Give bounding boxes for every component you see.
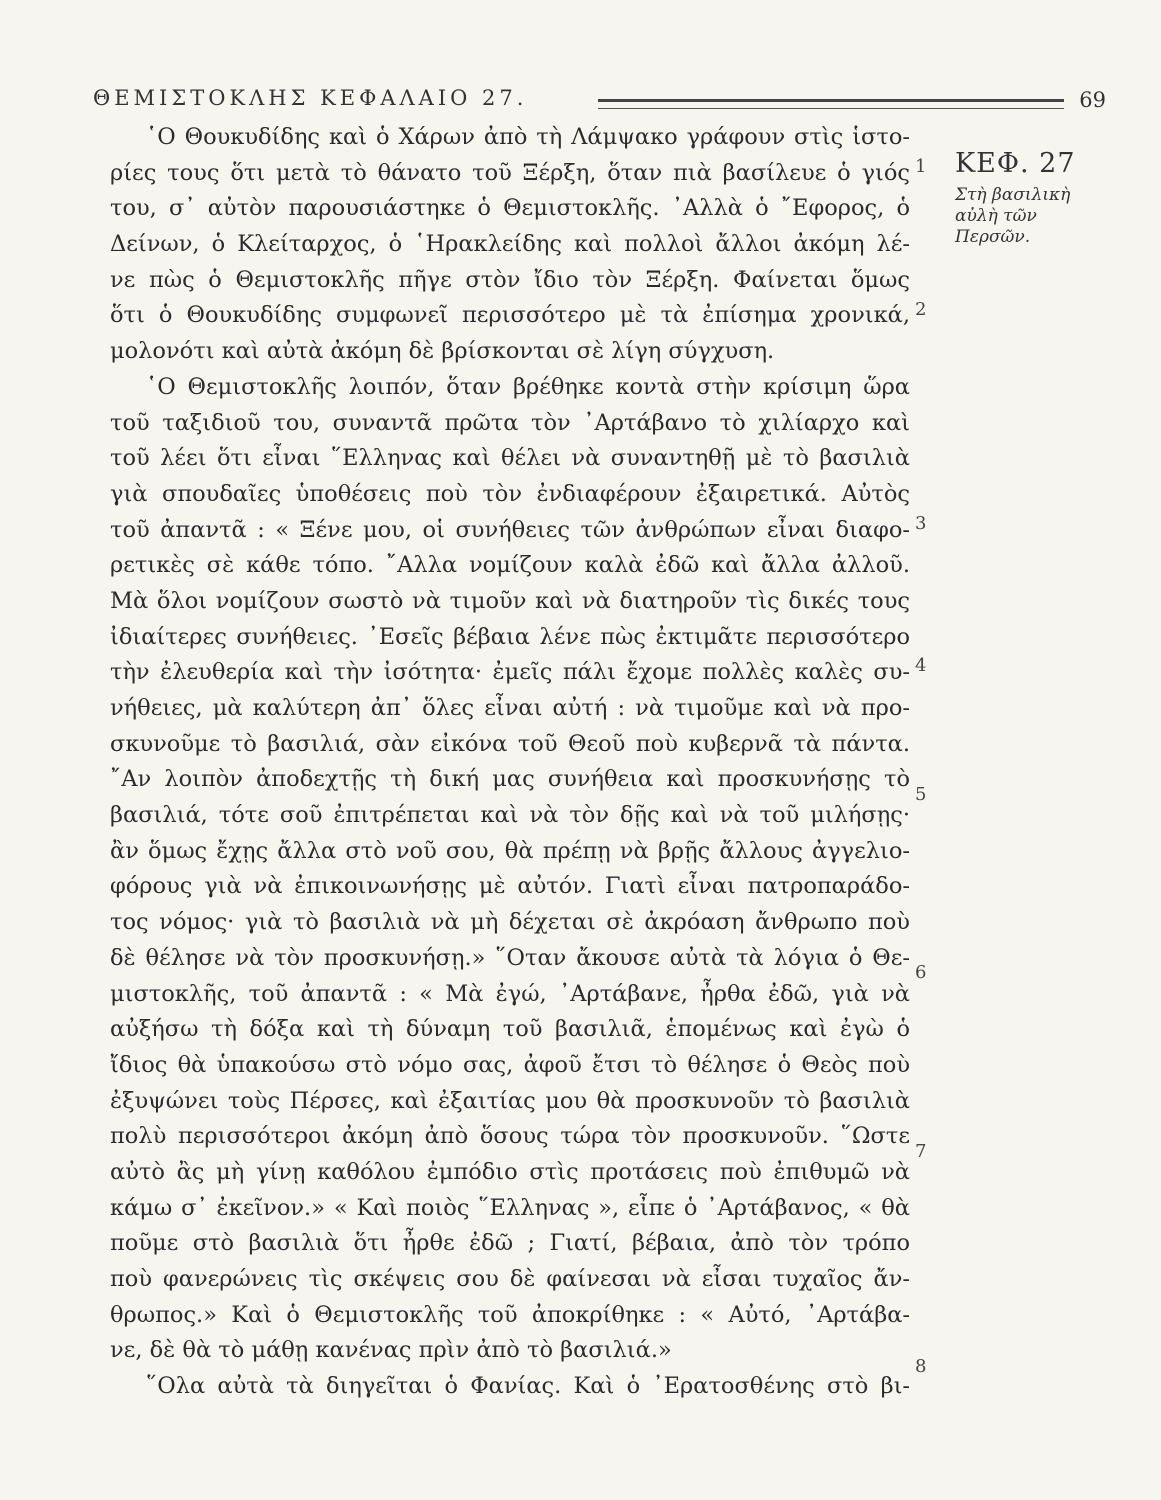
text-line: τοῦ λέει ὅτι εἶναι ῞Ελληνας καὶ θέλει νὰ συναντηθῇ μὲ τὸ βασιλιὰ [110,445,910,472]
text-line: κάμω σ᾽ ἐκεῖνον.» « Καὶ ποιὸς ῞Ελληνας », εἶπε ὁ ᾽Αρτάβανος, « θὰ [110,1194,910,1221]
text-line: νε πὼς ὁ Θεμιστοκλῆς πῆγε στὸν ἴδιο τὸν Ξέρξη. Φαίνεται ὅμως [110,266,910,293]
paragraph-number: 2 [915,299,927,320]
text-line: ποῦμε στὸ βασιλιὰ ὅτι ἦρθε ἐδῶ ; Γιατί, βέβαια, ἀπὸ τὸν τρόπο [110,1230,910,1257]
text-line: ὅτι ὁ Θουκυδίδης συμφωνεῖ περισσότερο μὲ τὰ ἐπίσημα χρονικά, [110,302,910,329]
body-text [110,120,910,1405]
text-line: τὴν ἐλευθερία καὶ τὴν ἰσότητα· ἐμεῖς πάλι ἔχομε πολλὲς καλὲς συ- [110,659,910,686]
paragraph-number: 3 [915,513,927,534]
text-line: Μὰ ὅλοι νομίζουν σωστὸ νὰ τιμοῦν καὶ νὰ διατηροῦν τὶς δικές τους [110,587,910,614]
page-number: 69 [1079,88,1106,112]
paragraph-number: 8 [915,1356,927,1377]
paragraph-number: 6 [915,962,927,983]
text-line: τος νόμος· γιὰ τὸ βασιλιὰ νὰ μὴ δέχεται σὲ ἀκρόαση ἄνθρωπο ποὺ [110,909,910,936]
text-line: ρίες τους ὅτι μετὰ τὸ θάνατο τοῦ Ξέρξη, ὅταν πιὰ βασίλευε ὁ γιός [110,159,910,186]
text-line: αὐξήσω τὴ δόξα καὶ τὴ δύναμη τοῦ βασιλιᾶ, ἑπομένως καὶ ἐγὼ ὁ [110,1016,910,1043]
text-line: ἰδιαίτερες συνήθειες. ᾽Εσεῖς βέβαια λένε πὼς ἐκτιμᾶτε περισσότερο [110,623,910,650]
text-line: ἴδιος θὰ ὑπακούσω στὸ νόμο σας, ἀφοῦ ἔτσι τὸ θέλησε ὁ Θεὸς ποὺ [110,1051,910,1078]
paragraph-number: 5 [915,784,927,805]
text-line: του, σ᾽ αὐτὸν παρουσιάστηκε ὁ Θεμιστοκλῆς. ᾽Αλλὰ ὁ ῎Εφορος, ὁ [110,195,910,222]
text-line: θρωπος.» Καὶ ὁ Θεμιστοκλῆς τοῦ ἀποκρίθηκε : « Αὐτό, ᾽Αρτάβα- [110,1301,910,1328]
text-line: τοῦ ταξιδιοῦ του, συναντᾶ πρῶτα τὸν ᾽Αρτάβανο τὸ χιλίαρχο καὶ [110,409,910,436]
margin-note-heading: ΚΕΦ. 27 [955,148,1076,179]
text-line: ῾Ο Θεμιστοκλῆς λοιπόν, ὅταν βρέθηκε κοντὰ στὴν κρίσιμη ὥρα [146,373,910,400]
text-line: γιὰ σπουδαῖες ὑποθέσεις ποὺ τὸν ἐνδιαφέρουν ἐξαιρετικά. Αὐτὸς [110,480,910,507]
text-line: μολονότι καὶ αὐτὰ ἀκόμη δὲ βρίσκονται σὲ λίγη σύγχυση. [110,338,775,365]
text-line: φόρους γιὰ νὰ ἐπικοινωνήσῃς μὲ αὐτόν. Γιατὶ εἶναι πατροπαράδο- [110,873,910,900]
text-line: ῎Αν λοιπὸν ἀποδεχτῇς τὴ δική μας συνήθεια καὶ προσκυνήσῃς τὸ [110,766,910,793]
text-line: σκυνοῦμε τὸ βασιλιά, σὰν εἰκόνα τοῦ Θεοῦ ποὺ κυβερνᾶ τὰ πάντα. [110,730,910,757]
paragraph-number: 4 [915,655,927,676]
text-line: ῾Ο Θουκυδίδης καὶ ὁ Χάρων ἀπὸ τὴ Λάμψακο γράφουν στὶς ἱστο- [146,124,910,150]
margin-note [955,148,1125,248]
header-rule [598,99,1064,109]
text-line: ἐξυψώνει τοὺς Πέρσες, καὶ ἐξαιτίας μου θὰ προσκυνοῦν τὸ βασιλιὰ [110,1087,910,1114]
margin-note-text: Στὴ βασιλικὴ αὐλὴ τῶν Περσῶν. [955,185,1071,247]
running-header [93,86,1106,120]
text-line: ποὺ φανερώνεις τὶς σκέψεις σου δὲ φαίνεσαι νὰ εἶσαι τυχαῖος ἄν- [110,1266,910,1292]
text-line: νε, δὲ θὰ τὸ μάθῃ κανένας πρὶν ἀπὸ τὸ βασιλιά.» [110,1337,672,1364]
text-line: πολὺ περισσότεροι ἀκόμη ἀπὸ ὅσους τώρα τὸν προσκυνοῦν. ῞Ωστε [110,1123,910,1150]
text-line: νήθειες, μὰ καλύτερη ἀπ᾽ ὅλες εἶναι αὐτή : νὰ τιμοῦμε καὶ νὰ προ- [110,695,910,721]
text-line: δὲ θέλησε νὰ τὸν προσκυνήσῃ.» ῞Οταν ἄκουσε αὐτὰ τὰ λόγια ὁ Θε- [110,944,910,971]
text-line: βασιλιά, τότε σοῦ ἐπιτρέπεται καὶ νὰ τὸν δῇς καὶ νὰ τοῦ μιλήσῃς· [110,802,910,829]
paragraph-number: 7 [915,1141,927,1162]
text-line: ρετικὲς σὲ κάθε τόπο. ῎Αλλα νομίζουν καλὰ ἐδῶ καὶ ἄλλα ἀλλοῦ. [110,552,910,579]
text-line: Δείνων, ὁ Κλείταρχος, ὁ ῾Ηρακλείδης καὶ πολλοὶ ἄλλοι ἀκόμη λέ- [110,231,910,258]
text-line: αὐτὸ ἂς μὴ γίνῃ καθόλου ἐμπόδιο στὶς προτάσεις ποὺ ἐπιθυμῶ νὰ [110,1158,910,1185]
header-title: ΘΕΜΙΣΤΟΚΛΗΣ ΚΕΦΑΛΑΙΟ 27. [93,86,528,110]
text-line: ῞Ολα αὐτὰ τὰ διηγεῖται ὁ Φανίας. Καὶ ὁ ᾽Ερατοσθένης στὸ βι- [146,1373,910,1400]
text-line: μιστοκλῆς, τοῦ ἀπαντᾶ : « Μὰ ἐγώ, ᾽Αρτάβανε, ἦρθα ἐδῶ, γιὰ νὰ [110,980,910,1007]
text-line: ἂν ὅμως ἔχῃς ἄλλα στὸ νοῦ σου, θὰ πρέπῃ νὰ βρῇς ἄλλους ἀγγελιο- [110,837,910,864]
paragraph-number: 1 [915,156,927,177]
text-line: τοῦ ἀπαντᾶ : « Ξένε μου, οἱ συνήθειες τῶν ἀνθρώπων εἶναι διαφο- [110,516,910,543]
